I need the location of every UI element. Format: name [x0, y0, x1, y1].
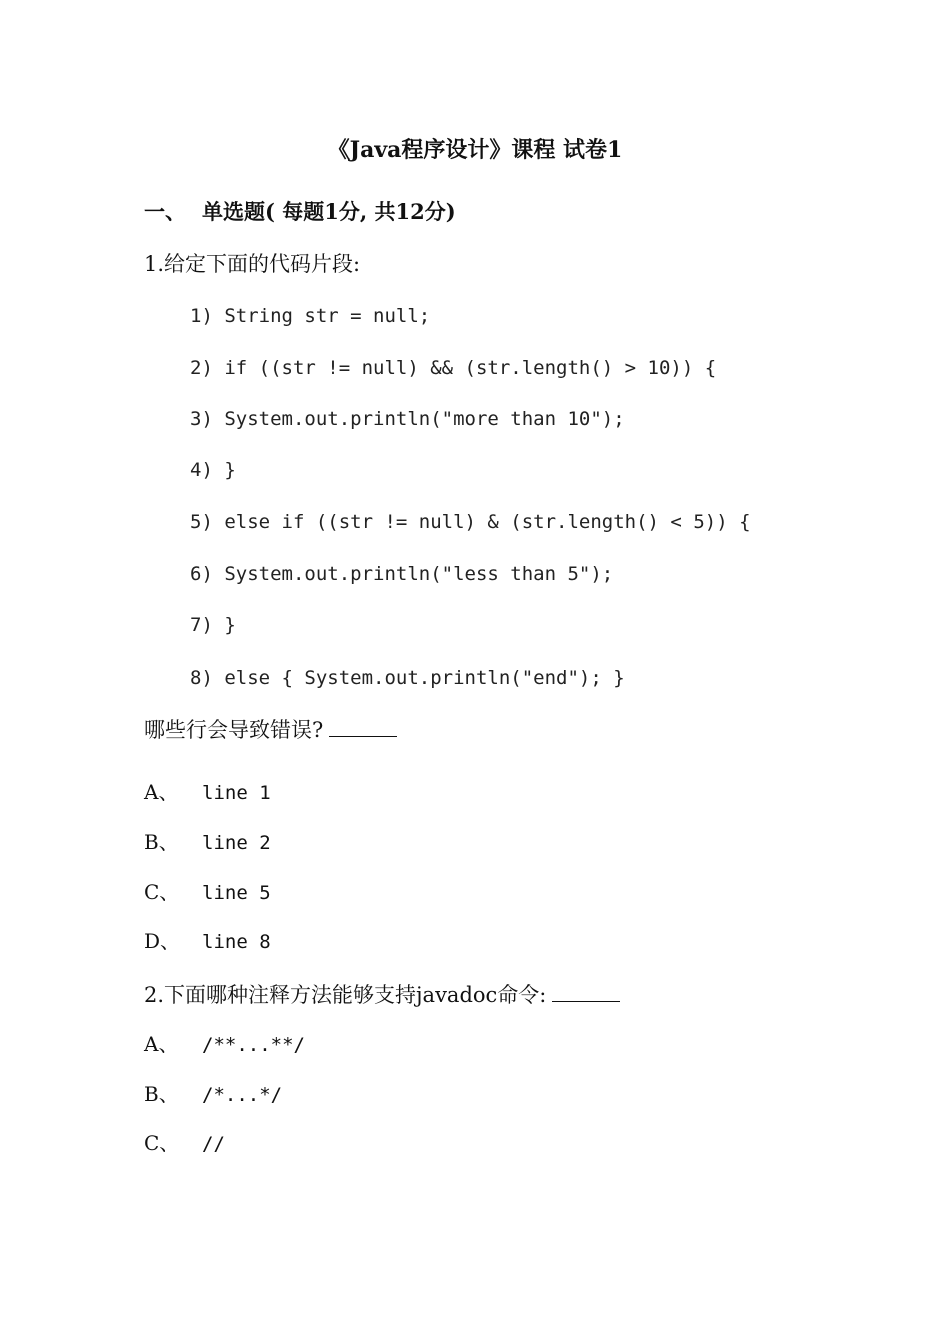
code-line-2: 2) if ((str != null) && (str.length() > 10)) { — [190, 357, 717, 379]
q2-option-b — [144, 1081, 282, 1108]
q1-option-d — [144, 928, 271, 955]
question-2-stem — [144, 981, 620, 1008]
question-1-ask-text: 哪些行会导致错误? — [144, 718, 324, 742]
code-line-4: 4) } — [190, 459, 236, 481]
code-line-7: 7) } — [190, 614, 236, 636]
option-letter: C、 — [144, 1131, 180, 1155]
option-letter: A、 — [144, 1032, 179, 1056]
option-letter: A、 — [144, 780, 179, 804]
code-line-5: 5) else if ((str != null) & (str.length() < 5)) { — [190, 511, 751, 533]
question-2-stem-text: 2.下面哪种注释方法能够支持javadoc命令: — [144, 983, 547, 1007]
code-line-3: 3) System.out.println("more than 10"); — [190, 408, 625, 430]
option-letter: D、 — [144, 929, 181, 953]
option-text: /**...**/ — [202, 1034, 305, 1056]
page-title: 《Java程序设计》课程 试卷1 — [327, 137, 623, 163]
answer-blank — [329, 716, 397, 737]
option-text: line 1 — [202, 782, 271, 804]
option-letter: B、 — [144, 830, 179, 854]
option-text: line 2 — [202, 832, 271, 854]
q2-option-a — [144, 1031, 305, 1058]
q1-option-c — [144, 879, 271, 906]
section-heading — [144, 199, 456, 225]
option-letter: C、 — [144, 880, 180, 904]
option-text: line 5 — [202, 882, 271, 904]
option-letter: B、 — [144, 1082, 179, 1106]
code-line-6: 6) System.out.println("less than 5"); — [190, 563, 614, 585]
option-text: /*...*/ — [202, 1084, 283, 1106]
question-1-ask — [144, 716, 397, 743]
question-1-stem: 1.给定下面的代码片段: — [144, 252, 361, 276]
q2-option-c — [144, 1130, 225, 1157]
q1-option-b — [144, 829, 271, 856]
section-text: 单选题( 每题1分, 共12分) — [202, 199, 456, 224]
option-text: // — [202, 1133, 225, 1155]
answer-blank — [552, 981, 620, 1002]
q1-option-a — [144, 779, 271, 806]
section-number: 一、 — [144, 199, 186, 224]
code-line-8: 8) else { System.out.println("end"); } — [190, 667, 625, 689]
option-text: line 8 — [202, 931, 271, 953]
code-line-1: 1) String str = null; — [190, 305, 431, 327]
